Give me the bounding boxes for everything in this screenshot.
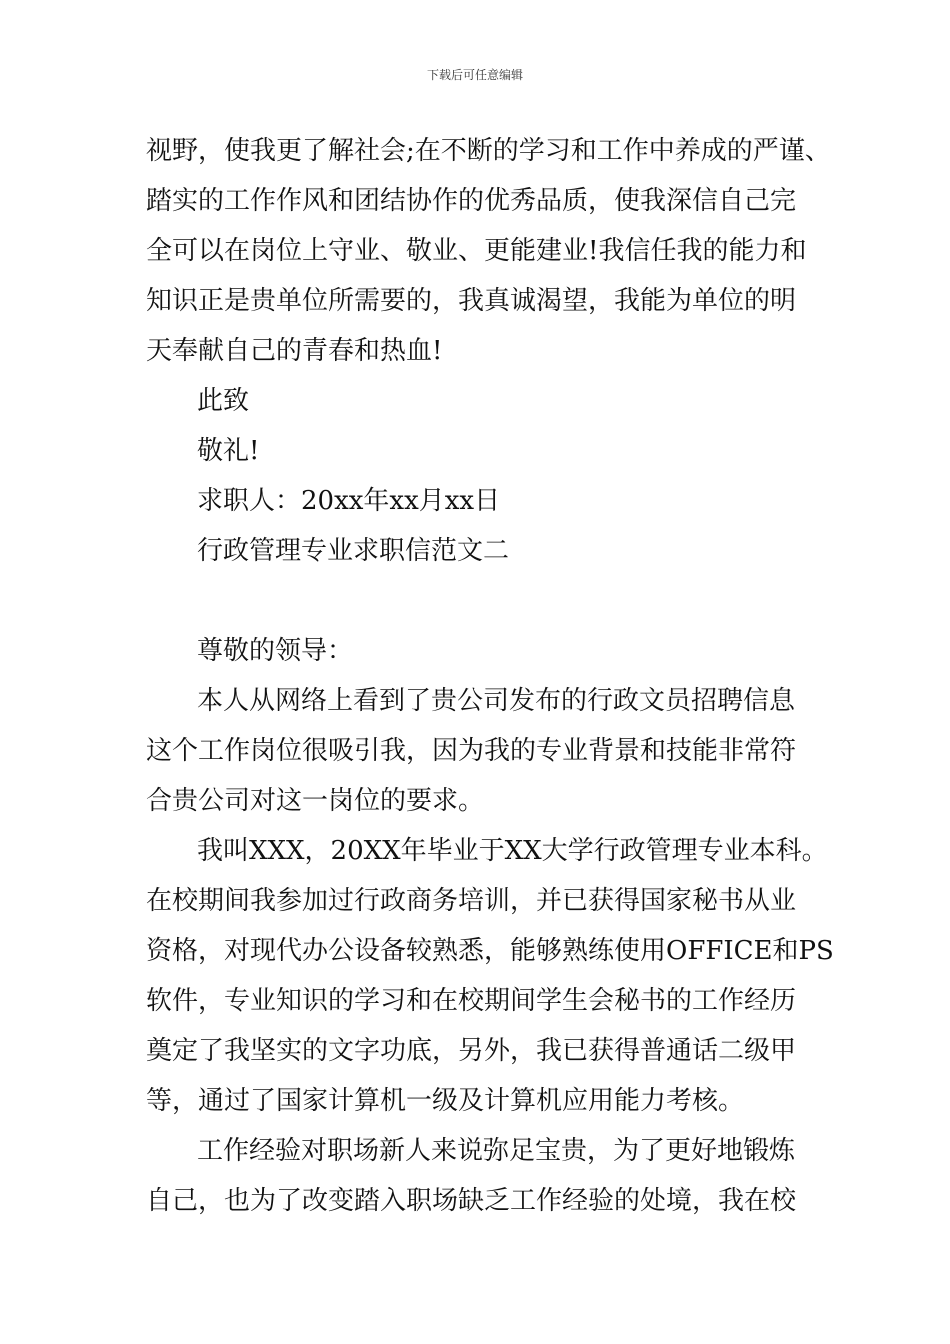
text-line: 视野，使我更了解社会;在不断的学习和工作中养成的严谨、 <box>146 136 831 166</box>
text-line: 自己，也为了改变踏入职场缺乏工作经验的处境，我在校 <box>146 1186 797 1216</box>
text-line: 这个工作岗位很吸引我，因为我的专业背景和技能非常符 <box>146 736 797 766</box>
page-header-note: 下载后可任意编辑 <box>426 68 523 82</box>
text-line: 我叫XXX，20XX年毕业于XX大学行政管理专业本科。 <box>197 836 828 866</box>
closing-salutation: 此致 <box>197 386 250 416</box>
blank-line <box>146 576 826 626</box>
text-line: 软件，专业知识的学习和在校期间学生会秘书的工作经历 <box>146 986 797 1016</box>
text-line: 在校期间我参加过行政商务培训，并已获得国家秘书从业 <box>146 886 797 916</box>
greeting: 尊敬的领导： <box>197 636 354 666</box>
text-line: 踏实的工作作风和团结协作的优秀品质，使我深信自己完 <box>146 186 797 216</box>
text-line: 知识正是贵单位所需要的，我真诚渴望，我能为单位的明 <box>146 286 797 316</box>
text-line: 合贵公司对这一岗位的要求。 <box>146 786 485 816</box>
text-line: 等，通过了国家计算机一级及计算机应用能力考核。 <box>146 1086 745 1116</box>
section-title: 行政管理专业求职信范文二 <box>197 536 510 566</box>
text-line: 全可以在岗位上守业、敬业、更能建业!我信任我的能力和 <box>146 236 807 266</box>
text-line: 工作经验对职场新人来说弥足宝贵，为了更好地锻炼 <box>197 1136 796 1166</box>
text-line: 天奉献自己的青春和热血! <box>146 336 443 366</box>
closing-regards: 敬礼! <box>197 436 260 466</box>
text-line: 奠定了我坚实的文字功底，另外，我已获得普通话二级甲 <box>146 1036 797 1066</box>
text-line: 资格，对现代办公设备较熟悉，能够熟练使用OFFICE和PS <box>146 936 834 966</box>
signature-date: 求职人：20xx年xx月xx日 <box>197 486 501 516</box>
document-body <box>146 126 834 1226</box>
text-line: 本人从网络上看到了贵公司发布的行政文员招聘信息 <box>197 686 796 716</box>
